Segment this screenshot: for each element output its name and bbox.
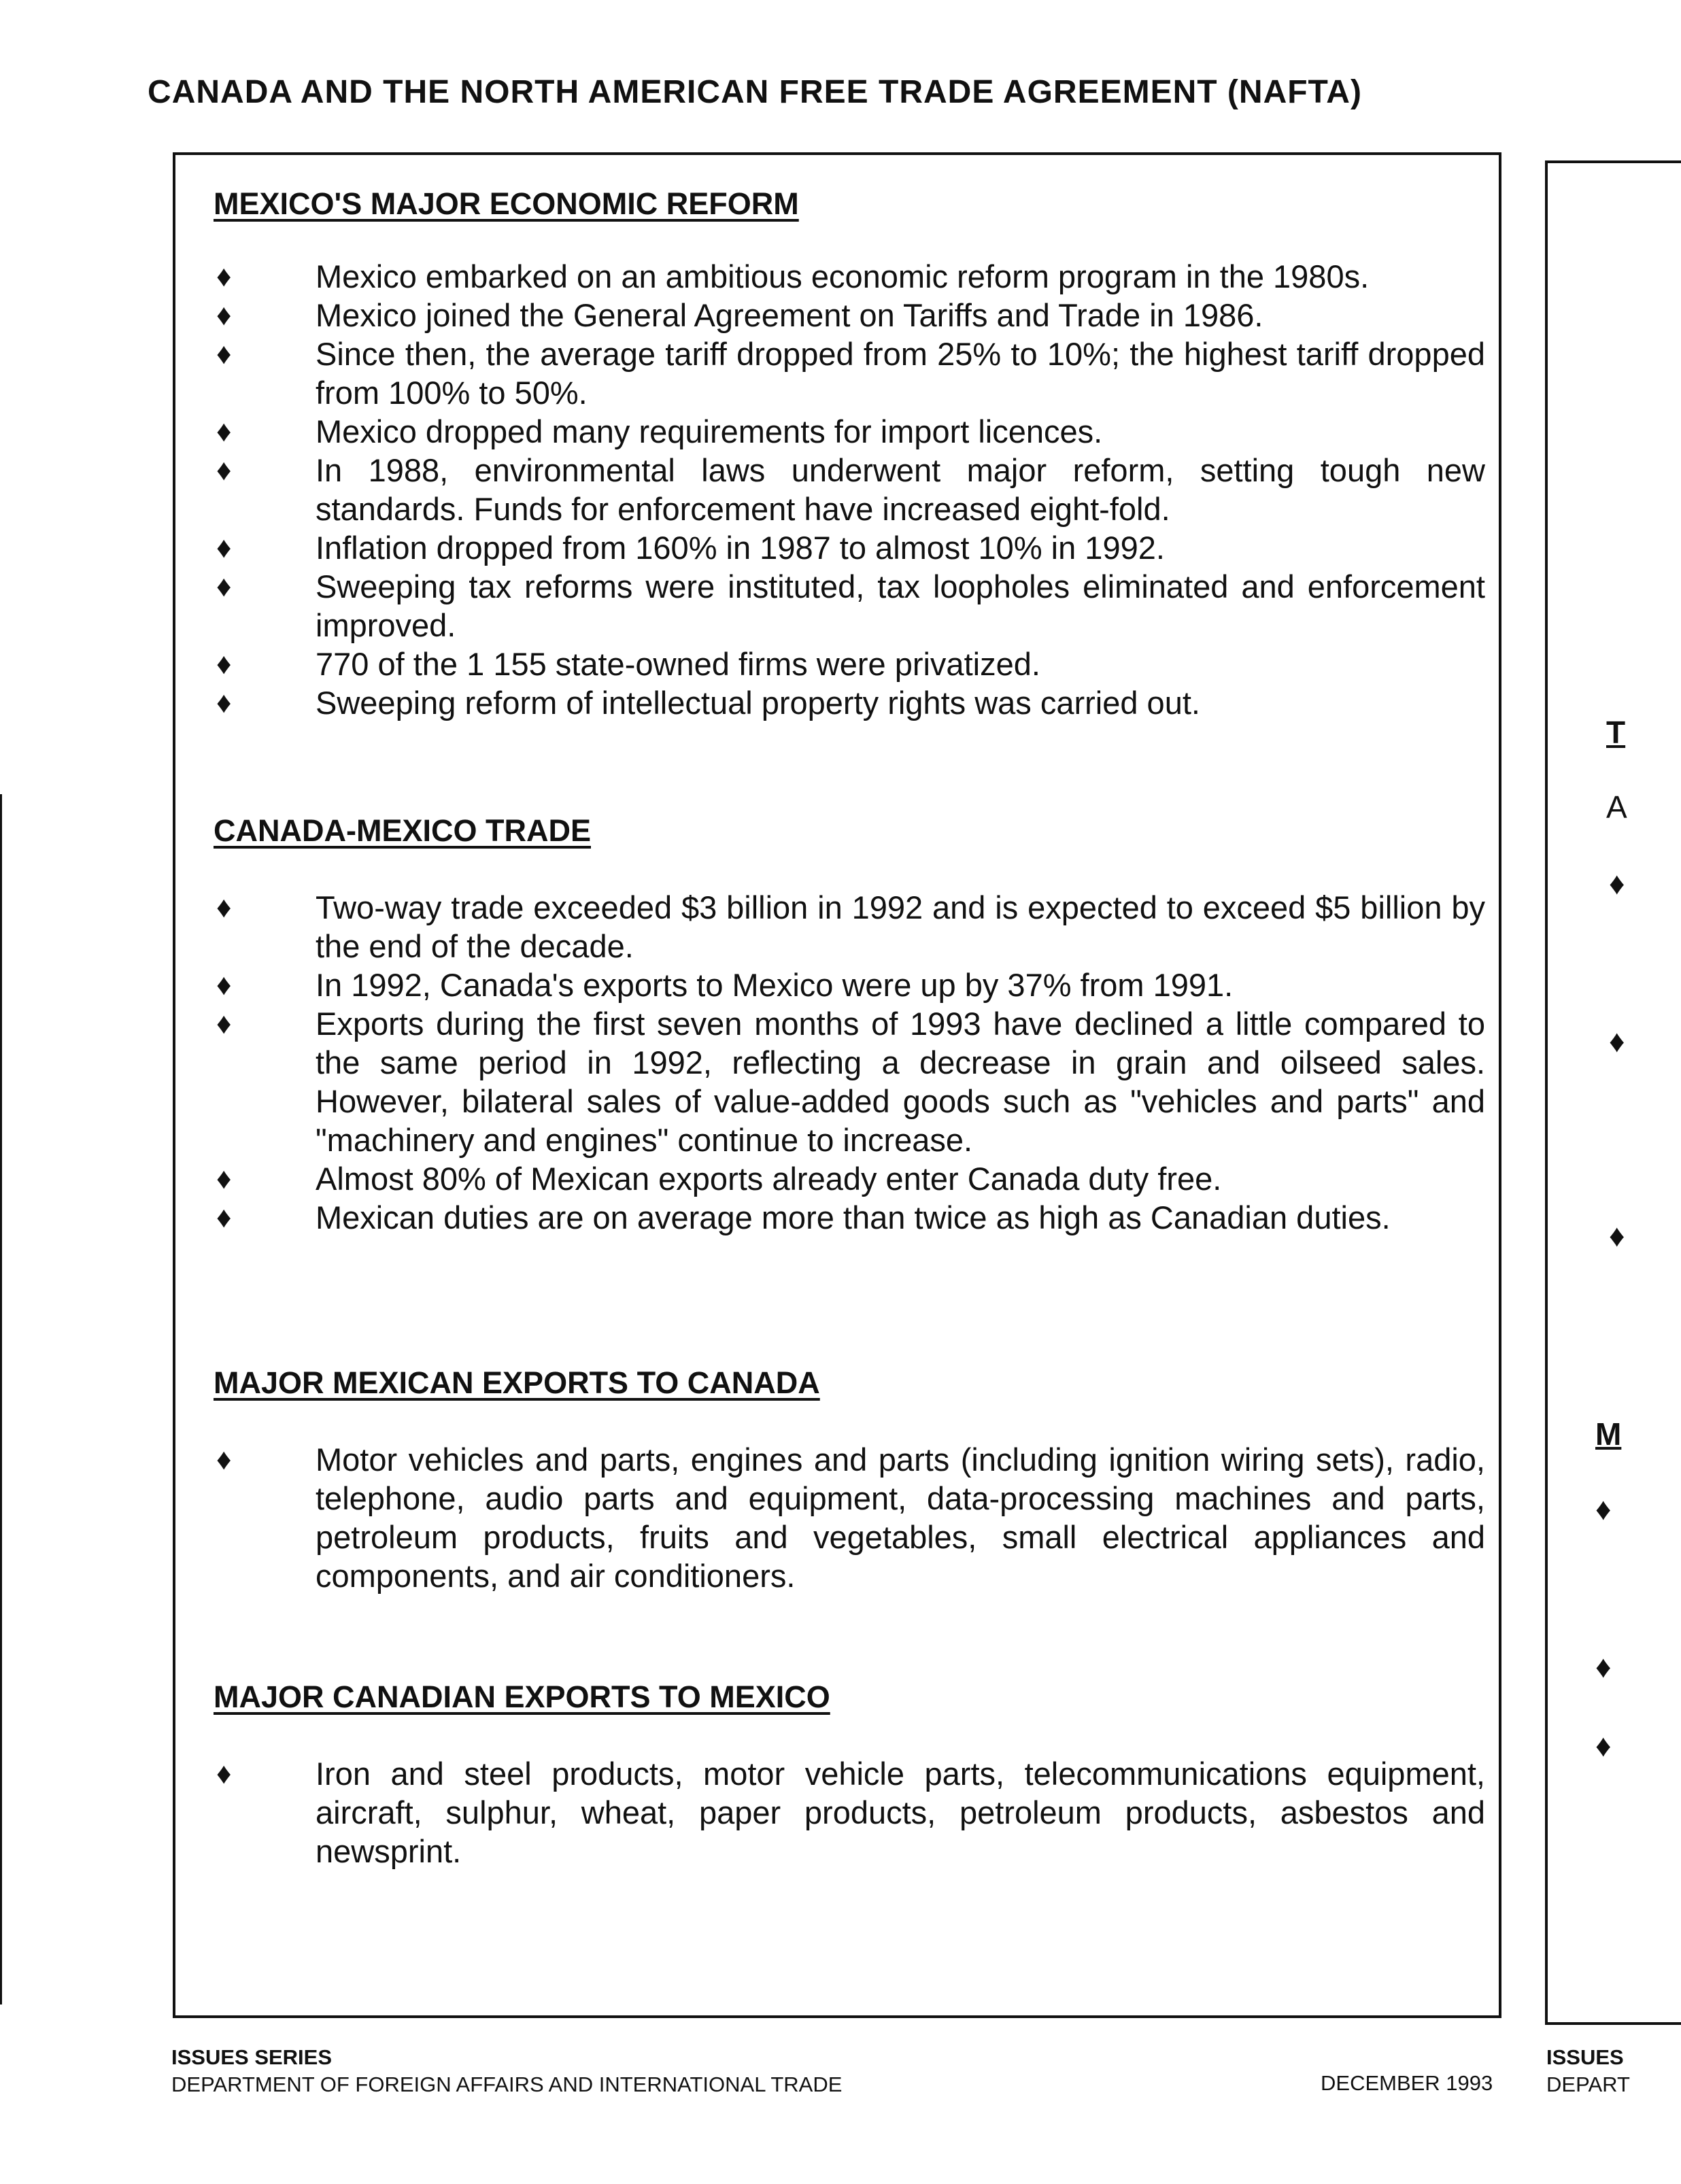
adjacent-page-fragment: ♦ xyxy=(1595,1728,1612,1763)
list-item xyxy=(214,1440,1485,1595)
list-item-text: Almost 80% of Mexican exports already enter Canada duty free. xyxy=(316,1161,1222,1197)
list-item xyxy=(214,888,1485,966)
adjacent-page-fragment: ♦ xyxy=(1595,1491,1612,1526)
list-item xyxy=(214,451,1485,528)
list-item xyxy=(214,1159,1485,1198)
adjacent-page-footer xyxy=(1546,2044,1630,2098)
diamond-bullet-icon: ♦ xyxy=(216,1007,232,1040)
list-item xyxy=(214,1004,1485,1159)
list-item-text: In 1988, environmental laws underwent major reform, setting tough new standards. Funds for enforcement have increased eight-fold. xyxy=(316,452,1485,527)
footer xyxy=(171,2044,842,2098)
list-item-text: Sweeping reform of intellectual property rights was carried out. xyxy=(316,685,1200,721)
list-item-text: Inflation dropped from 160% in 1987 to almost 10% in 1992. xyxy=(316,530,1165,566)
bullet-list xyxy=(214,1754,1485,1871)
section-heading: MAJOR CANADIAN EXPORTS TO MEXICO xyxy=(214,1679,830,1714)
bullet-list xyxy=(214,888,1485,1237)
footer-department: DEPARTMENT OF FOREIGN AFFAIRS AND INTERNATIONAL TRADE xyxy=(171,2072,843,2096)
diamond-bullet-icon: ♦ xyxy=(216,891,232,924)
list-item xyxy=(214,528,1485,567)
adjacent-page-fragment: ♦ xyxy=(1609,1023,1625,1059)
adjacent-footer-department: DEPART xyxy=(1546,2072,1630,2096)
diamond-bullet-icon: ♦ xyxy=(216,454,232,487)
list-item xyxy=(214,257,1485,296)
list-item-text: Mexico dropped many requirements for import licences. xyxy=(316,413,1103,449)
diamond-bullet-icon: ♦ xyxy=(216,1201,232,1234)
list-item xyxy=(214,412,1485,451)
diamond-bullet-icon: ♦ xyxy=(216,647,232,681)
bullet-list xyxy=(214,1440,1485,1595)
footer-date: DECEMBER 1993 xyxy=(1321,2071,1493,2095)
list-item-text: Exports during the first seven months of 1993 have declined a little compared to the same period in 1992, reflecting a decrease in grain and oilseed sales. However, bilateral sales of value-added goods such as "vehicles and parts" and "machinery and engines" continue to increase. xyxy=(316,1006,1485,1158)
diamond-bullet-icon: ♦ xyxy=(216,686,232,719)
list-item xyxy=(214,683,1485,722)
page-title: CANADA AND THE NORTH AMERICAN FREE TRADE AGREEMENT (NAFTA) xyxy=(148,74,1362,110)
list-item xyxy=(214,335,1485,412)
diamond-bullet-icon: ♦ xyxy=(216,1757,232,1790)
section-canadian-exports xyxy=(214,1678,1485,1871)
list-item xyxy=(214,966,1485,1004)
diamond-bullet-icon: ♦ xyxy=(216,415,232,448)
diamond-bullet-icon: ♦ xyxy=(216,1443,232,1476)
adjacent-page-fragment: M xyxy=(1595,1416,1622,1452)
list-item-text: 770 of the 1 155 state-owned firms were privatized. xyxy=(316,646,1040,682)
list-item xyxy=(214,567,1485,645)
list-item xyxy=(214,296,1485,335)
diamond-bullet-icon: ♦ xyxy=(216,968,232,1002)
list-item xyxy=(214,1754,1485,1871)
adjacent-page-edge xyxy=(0,794,2,2004)
section-heading: MAJOR MEXICAN EXPORTS TO CANADA xyxy=(214,1365,820,1400)
list-item-text: Iron and steel products, motor vehicle parts, telecommunications equipment, aircraft, sulphur, wheat, paper products, petroleum products, asbestos and newsprint. xyxy=(316,1756,1485,1869)
list-item-text: In 1992, Canada's exports to Mexico were up by 37% from 1991. xyxy=(316,967,1234,1003)
diamond-bullet-icon: ♦ xyxy=(216,298,232,332)
list-item-text: Since then, the average tariff dropped from 25% to 10%; the highest tariff dropped from 100% to 50%. xyxy=(316,336,1485,411)
adjacent-page-fragment: T xyxy=(1606,715,1626,750)
section-heading: MEXICO'S MAJOR ECONOMIC REFORM xyxy=(214,186,799,221)
list-item-text: Mexican duties are on average more than twice as high as Canadian duties. xyxy=(316,1199,1391,1235)
content-box xyxy=(173,152,1501,2018)
section-economic-reform xyxy=(214,185,1485,722)
list-item-text: Two-way trade exceeded $3 billion in 1992 and is expected to exceed $5 billion by the end of the decade. xyxy=(316,889,1485,964)
bullet-list xyxy=(214,257,1485,722)
footer-series: ISSUES SERIES xyxy=(171,2045,333,2069)
list-item-text: Mexico embarked on an ambitious economic reform program in the 1980s. xyxy=(316,258,1370,294)
adjacent-page-fragment: ♦ xyxy=(1609,866,1625,901)
list-item-text: Motor vehicles and parts, engines and parts (including ignition wiring sets), radio, telephone, audio parts and equipment, data-processing machines and parts, petroleum products, fruits and vegetables, small electrical appliances and components, and air conditioners. xyxy=(316,1441,1485,1594)
diamond-bullet-icon: ♦ xyxy=(216,1162,232,1195)
list-item-text: Sweeping tax reforms were instituted, tax loopholes eliminated and enforcement improved. xyxy=(316,568,1485,643)
section-mexican-exports xyxy=(214,1364,1485,1595)
diamond-bullet-icon: ♦ xyxy=(216,260,232,293)
list-item xyxy=(214,645,1485,683)
diamond-bullet-icon: ♦ xyxy=(216,337,232,371)
adjacent-page-fragment: ♦ xyxy=(1609,1218,1625,1253)
list-item xyxy=(214,1198,1485,1237)
list-item-text: Mexico joined the General Agreement on Tariffs and Trade in 1986. xyxy=(316,297,1263,333)
adjacent-page-fragment: A xyxy=(1606,789,1627,825)
section-heading: CANADA-MEXICO TRADE xyxy=(214,813,591,848)
adjacent-page-box xyxy=(1545,160,1681,2025)
adjacent-footer-series: ISSUES xyxy=(1546,2045,1624,2069)
diamond-bullet-icon: ♦ xyxy=(216,531,232,564)
section-canada-mexico-trade xyxy=(214,812,1485,1237)
diamond-bullet-icon: ♦ xyxy=(216,570,232,603)
adjacent-page-fragment: ♦ xyxy=(1595,1649,1612,1684)
